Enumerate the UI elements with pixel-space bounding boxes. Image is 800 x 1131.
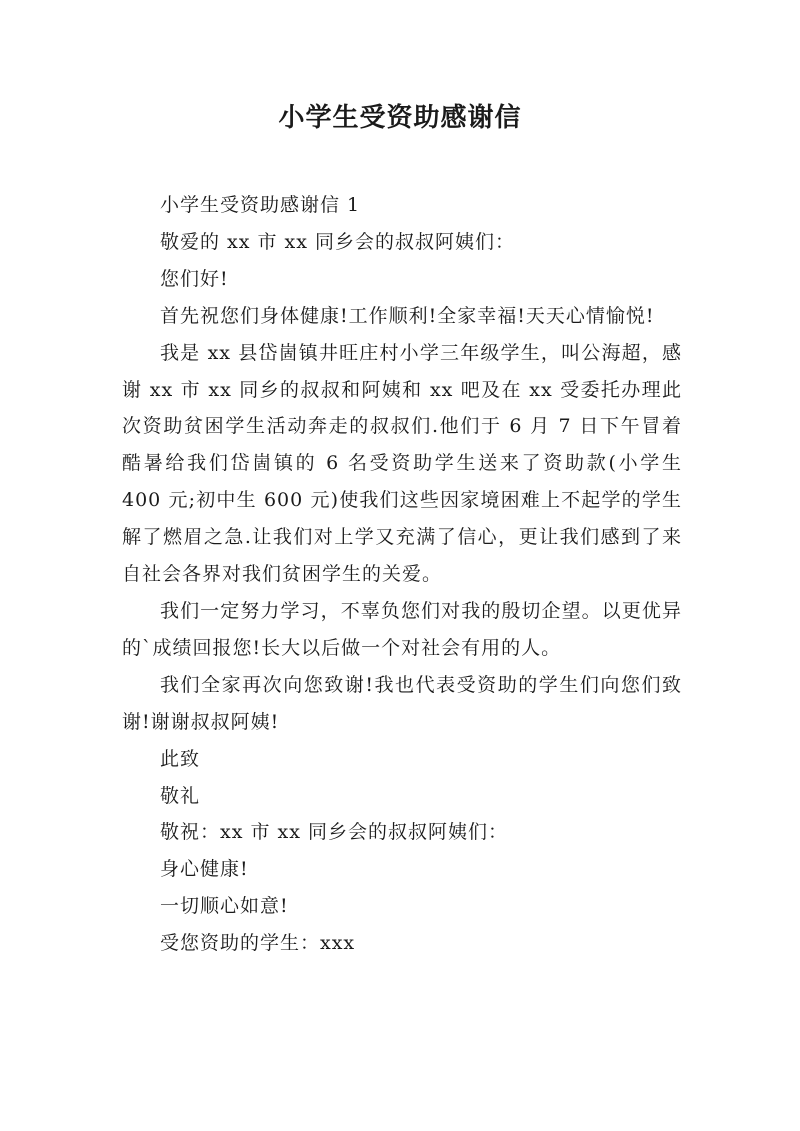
subtitle-paragraph: 小学生受资助感谢信 1 xyxy=(160,194,361,216)
closing-jingzhu: 敬祝：xx 市 xx 同乡会的叔叔阿姨们： xyxy=(160,821,508,844)
salutation-paragraph: 敬爱的 xx 市 xx 同乡会的叔叔阿姨们： xyxy=(160,230,516,253)
greeting-paragraph: 您们好! xyxy=(160,267,229,290)
document-body xyxy=(122,187,682,962)
closing-jingli: 敬礼 xyxy=(160,784,201,807)
thanks-paragraph: 我们全家再次向您致谢!我也代表受资助的学生们向您们致谢!谢谢叔叔阿姨! xyxy=(122,673,682,733)
wishes-paragraph: 首先祝您们身体健康!工作顺利!全家幸福!天天心情愉悦! xyxy=(160,304,655,327)
document-title: 小学生受资助感谢信 xyxy=(278,103,522,133)
signature-line: 受您资助的学生：xxx xyxy=(160,932,356,955)
closing-cizhi: 此致 xyxy=(160,747,201,770)
closing-wish: 一切顺心如意! xyxy=(160,895,289,918)
promise-paragraph: 我们一定努力学习，不辜负您们对我的殷切企望。以更优异的`成绩回报您!长大以后做一个对社会有用的人。 xyxy=(122,599,682,659)
main-paragraph: 我是 xx 县岱崮镇井旺庄村小学三年级学生，叫公海超，感谢 xx 市 xx 同乡的叔叔和阿姨和 xx 吧及在 xx 受委托办理此次资助贫困学生活动奔走的叔叔们.他们于 6 月 7 日下午冒着酷暑给我们岱崮镇的 6 名受资助学生送来了资助款(小学生 400 元;初中生 600 元)使我们这些因家境困难上不起学的学生解了燃眉之急.让我们对上学又充满了信心，更让我们感到了来自社会各界对我们贫困学生的关爱。 xyxy=(122,341,682,586)
closing-health: 身心健康! xyxy=(160,858,249,881)
